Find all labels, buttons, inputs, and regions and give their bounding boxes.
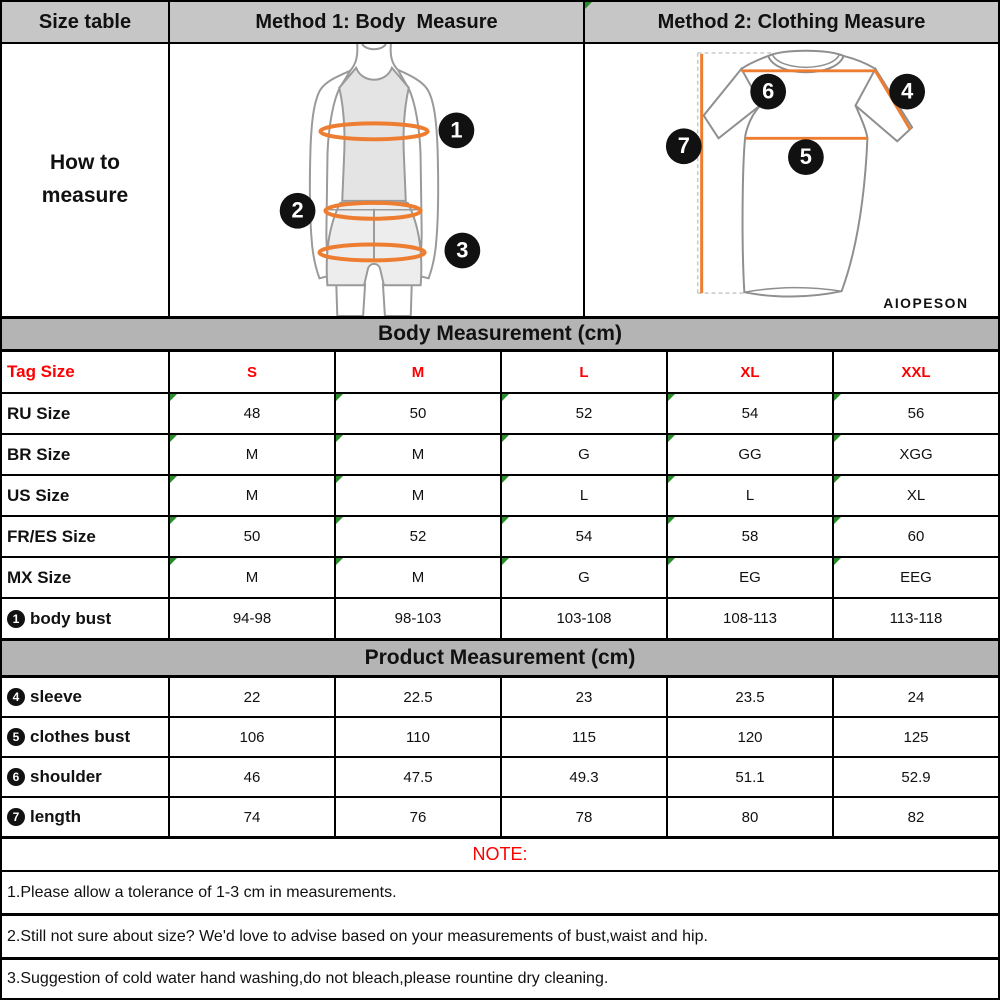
cell-value: 52 (575, 405, 593, 422)
table-cell (336, 758, 502, 796)
size-l: L (502, 352, 668, 392)
cell-corner-marker-icon (170, 558, 177, 565)
table-row (2, 394, 998, 435)
table-cell (834, 435, 998, 474)
cell-value: 106 (239, 728, 265, 746)
table-cell (668, 678, 834, 716)
table-cell (668, 758, 834, 796)
size-table-header: Size table (2, 2, 170, 42)
cell-value: 125 (903, 728, 929, 746)
size-xl: XL (668, 352, 834, 392)
cell-value: 47.5 (403, 768, 433, 786)
table-row (2, 758, 998, 798)
table-cell (502, 599, 668, 638)
cell-value: XL (906, 487, 926, 504)
size-xxl: XXL (901, 363, 931, 381)
table-cell (170, 435, 336, 474)
cell-corner-marker-icon (502, 558, 509, 565)
svg-text:5: 5 (799, 144, 812, 170)
table-cell (502, 517, 668, 556)
cell-value: G (578, 569, 590, 586)
cell-value: 50 (409, 405, 427, 422)
size-m: M (336, 352, 502, 392)
cell-corner-marker-icon (336, 394, 343, 401)
how-to-measure-cell (2, 44, 170, 316)
marker-1-icon (439, 112, 475, 148)
tag-size-label: Tag Size (2, 352, 170, 392)
cell-corner-marker-icon (668, 394, 675, 401)
table-cell (502, 718, 668, 756)
illustration-row (2, 44, 998, 318)
cell-corner-marker-icon (170, 476, 177, 483)
cell-value: XGG (899, 446, 933, 463)
cell-corner-marker-icon (502, 435, 509, 442)
cell-corner-marker-icon (336, 435, 343, 442)
table-cell (170, 718, 336, 756)
cell-corner-marker-icon (668, 558, 675, 565)
table-cell (668, 718, 834, 756)
cell-corner-marker-icon (336, 558, 343, 565)
cell-value: M (411, 487, 425, 504)
marker-5-badge: 5 (7, 728, 25, 746)
how-to-measure-label: How to measure (41, 151, 129, 207)
cell-corner-marker-icon (502, 476, 509, 483)
cell-value: 115 (572, 728, 596, 746)
row-label-text: clothes bust (30, 727, 131, 746)
table-cell (668, 558, 834, 597)
row-label: US Size (2, 476, 170, 515)
note-item: 3.Suggestion of cold water hand washing,do not bleach,please rountine dry cleaning. (7, 970, 609, 987)
cell-value: 50 (243, 528, 261, 545)
row-label (2, 798, 170, 836)
cell-value: 52 (409, 528, 427, 545)
row-label-text: length (30, 807, 81, 826)
cell-value: M (411, 446, 425, 463)
cell-value: M (245, 569, 259, 586)
cell-corner-marker-icon (668, 435, 675, 442)
table-cell (336, 718, 502, 756)
tag-size-row (2, 352, 998, 394)
cell-value: M (245, 446, 259, 463)
cell-value: EG (739, 569, 761, 586)
cell-value: 120 (737, 728, 763, 746)
cell-value: 82 (907, 808, 925, 826)
marker-6-icon (750, 74, 786, 110)
cell-corner-marker-icon (834, 394, 841, 401)
cell-value: 98-103 (394, 610, 442, 627)
table-cell (668, 435, 834, 474)
table-cell (502, 558, 668, 597)
cell-value: 58 (741, 528, 759, 545)
table-cell (668, 798, 834, 836)
table-cell (170, 394, 336, 433)
table-cell (502, 394, 668, 433)
cell-value: 49.3 (569, 768, 599, 786)
table-cell (336, 394, 502, 433)
cell-value: 22 (243, 688, 261, 706)
table-cell (502, 435, 668, 474)
cell-corner-marker-icon (502, 517, 509, 524)
row-label-text: sleeve (30, 687, 82, 706)
table-cell (336, 435, 502, 474)
cell-value: 74 (243, 808, 261, 826)
marker-5-icon (788, 139, 824, 175)
cell-value: 108-113 (723, 610, 777, 627)
brand-label: AIOPESON (883, 295, 969, 312)
table-cell (834, 758, 998, 796)
cell-corner-marker-icon (668, 476, 675, 483)
svg-text:2: 2 (291, 197, 304, 223)
cell-value: EEG (900, 569, 932, 586)
table-cell (170, 798, 336, 836)
cell-value: 76 (409, 808, 427, 826)
row-label (2, 599, 170, 638)
cell-corner-marker-icon (668, 517, 675, 524)
marker-4-badge: 4 (7, 688, 25, 706)
row-label-text: body bust (30, 608, 112, 628)
cell-value: 51.1 (735, 768, 765, 786)
svg-text:6: 6 (762, 78, 775, 104)
cell-corner-marker-icon (834, 558, 841, 565)
cell-value: 46 (243, 768, 261, 786)
body-measurement-title: Body Measurement (cm) (2, 318, 998, 352)
marker-7-icon (666, 128, 702, 164)
table-cell (336, 558, 502, 597)
cell-corner-marker-icon (170, 517, 177, 524)
table-cell (336, 599, 502, 638)
table-cell (668, 476, 834, 515)
table-cell (170, 678, 336, 716)
marker-6-badge: 6 (7, 768, 25, 786)
cell-value: 54 (575, 528, 593, 545)
table-row (2, 798, 998, 838)
cell-value: 60 (907, 528, 925, 545)
table-cell (170, 476, 336, 515)
row-label (2, 678, 170, 716)
body-measure-illustration (170, 44, 585, 316)
cell-value: G (578, 446, 590, 463)
cell-value: 56 (907, 405, 925, 422)
table-cell (834, 798, 998, 836)
row-label (2, 718, 170, 756)
table-cell (170, 599, 336, 638)
cell-corner-marker-icon (834, 517, 841, 524)
row-label: BR Size (2, 435, 170, 474)
table-cell (170, 558, 336, 597)
cell-corner-marker-icon (336, 476, 343, 483)
table-cell (170, 517, 336, 556)
table-cell (170, 758, 336, 796)
cell-value: 23.5 (735, 688, 765, 706)
size-s: S (170, 352, 336, 392)
cell-corner-marker-icon (170, 394, 177, 401)
note-item: 1.Please allow a tolerance of 1-3 cm in measurements. (2, 872, 998, 916)
table-cell (336, 517, 502, 556)
row-label-text: shoulder (30, 767, 102, 786)
svg-text:3: 3 (456, 237, 469, 263)
cell-corner-marker-icon (585, 2, 592, 9)
method2-header (585, 2, 998, 42)
table-cell (668, 394, 834, 433)
cell-corner-marker-icon (834, 435, 841, 442)
cell-corner-marker-icon (502, 394, 509, 401)
table-row (2, 435, 998, 476)
row-label: RU Size (2, 394, 170, 433)
table-cell (668, 517, 834, 556)
table-row (2, 678, 998, 718)
cell-value: 94-98 (232, 610, 272, 627)
cell-value: 54 (741, 405, 759, 422)
cell-value: M (411, 569, 425, 586)
marker-1-badge: 1 (7, 610, 25, 628)
table-cell (834, 476, 998, 515)
table-cell (336, 798, 502, 836)
cell-value: GG (738, 446, 762, 463)
cell-corner-marker-icon (336, 517, 343, 524)
method2-header-label: Method 2: Clothing Measure (657, 10, 926, 33)
table-cell (502, 476, 668, 515)
table-row (2, 558, 998, 599)
marker-4-icon (889, 74, 925, 110)
cell-value: 80 (741, 808, 759, 826)
row-label: FR/ES Size (2, 517, 170, 556)
svg-text:1: 1 (450, 117, 463, 143)
table-cell (502, 678, 668, 716)
table-cell (502, 758, 668, 796)
cell-corner-marker-icon (834, 476, 841, 483)
cell-value: 22.5 (403, 688, 433, 706)
cell-value: 24 (907, 688, 925, 706)
product-measurement-title: Product Measurement (cm) (2, 640, 998, 678)
row-label (2, 758, 170, 796)
top-header-row (2, 2, 998, 44)
body-figure-icon (170, 44, 583, 316)
table-cell (834, 558, 998, 597)
cell-value: 110 (406, 728, 430, 746)
table-row (2, 476, 998, 517)
table-cell (502, 798, 668, 836)
cell-value: 23 (575, 688, 593, 706)
table-cell (834, 718, 998, 756)
table-cell (668, 599, 834, 638)
tshirt-figure-icon (585, 44, 998, 316)
cell-value: 48 (243, 405, 261, 422)
svg-text:4: 4 (901, 78, 914, 104)
cell-value: M (245, 487, 259, 504)
table-cell (834, 517, 998, 556)
cell-corner-marker-icon (170, 435, 177, 442)
marker-2-icon (280, 193, 316, 229)
note-title: NOTE: (2, 838, 998, 872)
cell-value: 52.9 (901, 768, 931, 786)
row-label: MX Size (2, 558, 170, 597)
table-row (2, 599, 998, 640)
cell-value: 78 (575, 808, 593, 826)
table-cell (834, 599, 998, 638)
svg-text:7: 7 (677, 133, 690, 159)
cell-value: L (579, 487, 589, 504)
note-item: 2.Still not sure about size? We'd love to advise based on your measurements of bust,waist and hip. (2, 916, 998, 960)
table-row (2, 517, 998, 558)
clothing-measure-illustration (585, 44, 998, 316)
cell-value: 113-118 (889, 610, 943, 627)
table-row (2, 718, 998, 758)
marker-7-badge: 7 (7, 808, 25, 826)
table-cell (834, 678, 998, 716)
table-cell (336, 678, 502, 716)
marker-3-icon (445, 233, 481, 269)
cell-value: 103-108 (556, 610, 612, 627)
table-cell (336, 476, 502, 515)
table-cell (834, 394, 998, 433)
method1-header: Method 1: Body Measure (170, 2, 585, 42)
cell-value: L (745, 487, 755, 504)
